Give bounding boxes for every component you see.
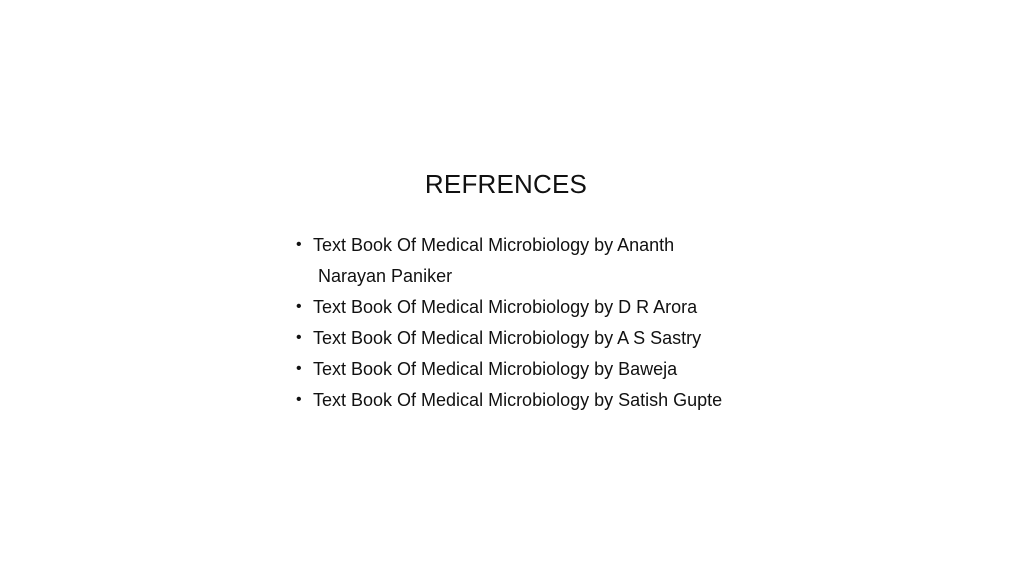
bullet-icon: • [296, 391, 302, 408]
bullet-icon: • [296, 298, 302, 315]
reference-text-continued: Narayan Paniker [318, 266, 453, 286]
bullet-icon: • [296, 329, 302, 346]
slide-title: REFRENCES [424, 169, 588, 199]
reference-text: Text Book Of Medical Microbiology by Satish Gupte [313, 390, 723, 410]
reference-item [296, 325, 746, 351]
reference-item [296, 387, 746, 413]
reference-item [296, 232, 746, 289]
reference-text: Text Book Of Medical Microbiology by Ananth [313, 235, 675, 255]
bullet-icon: • [296, 236, 302, 253]
reference-item [296, 294, 746, 320]
reference-item [296, 356, 746, 382]
reference-text: Text Book Of Medical Microbiology by D R Arora [313, 297, 698, 317]
bullet-icon: • [296, 360, 302, 377]
reference-text: Text Book Of Medical Microbiology by A S Sastry [313, 328, 702, 348]
reference-list [296, 232, 746, 418]
reference-text: Text Book Of Medical Microbiology by Baweja [313, 359, 678, 379]
